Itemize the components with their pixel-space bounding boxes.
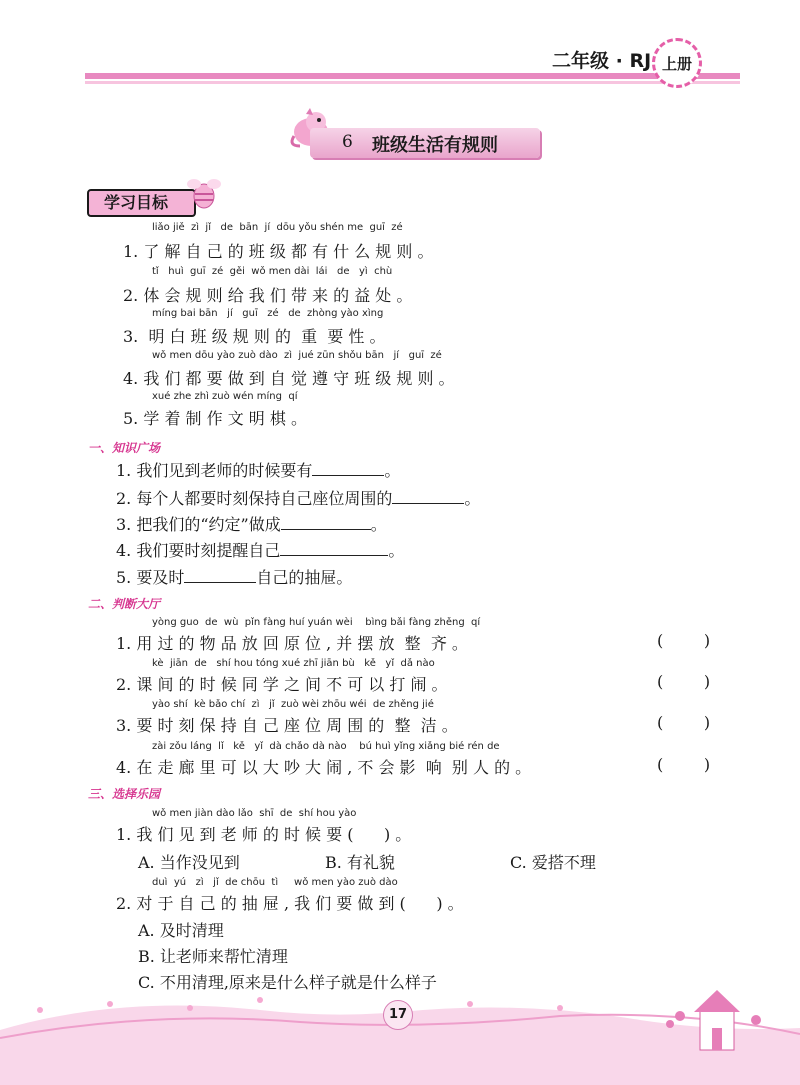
judge-item: 4. 在 走 廊 里 可 以 大 吵 大 闹 , 不 会 影 响 别 人 的 。 <box>116 758 532 777</box>
choice-pinyin: duì yú zì jǐ de chōu tì wǒ men yào zuò dào <box>152 877 398 888</box>
question-text: 4. 我们要时刻提醒自己 <box>116 541 281 560</box>
choice-question: 2. 对 于 自 己 的 抽 屉 , 我 们 要 做 到 ( ) 。 <box>116 894 464 913</box>
answer-blank[interactable] <box>280 541 388 556</box>
question-text-end: 。 <box>464 489 481 508</box>
question-text: 2. 每个人都要时刻保持自己座位周围的 <box>116 489 393 508</box>
choice-option[interactable]: B. 让老师来帮忙清理 <box>138 947 288 966</box>
section-heading: 一、知识广场 <box>88 441 161 455</box>
judge-item: 3. 要 时 刻 保 持 自 己 座 位 周 围 的 整 洁 。 <box>116 716 458 735</box>
header-band-light <box>85 81 740 84</box>
goal-pinyin: tǐ huì guī zé gěi wǒ men dài lái de yì chù <box>152 266 393 277</box>
lesson-number: 6 <box>342 132 353 152</box>
judge-pinyin: yòng guo de wù pǐn fàng huí yuán wèi bìng bǎi fàng zhěng qí <box>152 617 481 628</box>
grade-label: 二年级 · RJ <box>552 50 652 72</box>
answer-parentheses[interactable]: ( ) <box>657 631 711 650</box>
answer-parentheses[interactable]: ( ) <box>657 672 711 691</box>
answer-blank[interactable] <box>392 489 464 504</box>
choice-option[interactable]: A. 当作没见到 <box>138 853 240 872</box>
fill-blank-item <box>116 486 480 509</box>
question-text: 1. 我们见到老师的时候要有 <box>116 461 313 480</box>
bee-icon <box>186 172 222 212</box>
choice-option[interactable]: C. 爱搭不理 <box>510 853 596 872</box>
judge-item: 1. 用 过 的 物 品 放 回 原 位 , 并 摆 放 整 齐 。 <box>116 634 468 653</box>
fill-blank-item <box>116 458 400 481</box>
choice-option[interactable]: B. 有礼貌 <box>325 853 395 872</box>
judge-pinyin: zài zǒu láng lǐ kě yǐ dà chǎo dà nào bú huì yǐng xiǎng bié rén de <box>152 741 500 752</box>
goal-item: 2. 体 会 规 则 给 我 们 带 来 的 益 处 。 <box>123 286 413 305</box>
page-number: 17 <box>383 1000 413 1030</box>
house-icon <box>694 990 740 1050</box>
question-text-end: 。 <box>370 515 387 534</box>
goal-item: 5. 学 着 制 作 文 明 棋 。 <box>123 409 307 428</box>
goal-pinyin: liǎo jiě zì jǐ de bān jí dōu yǒu shén me guī zé <box>152 222 403 233</box>
question-text: 3. 把我们的“约定”做成 <box>116 515 281 534</box>
fill-blank-item <box>116 538 404 561</box>
judge-item: 2. 课 间 的 时 候 同 学 之 间 不 可 以 打 闹 。 <box>116 675 448 694</box>
goal-item: 1. 了 解 自 己 的 班 级 都 有 什 么 规 则 。 <box>123 242 434 261</box>
section-heading: 三、选择乐园 <box>88 787 161 801</box>
question-text-end: 自己的抽屉。 <box>256 568 353 587</box>
question-text-end: 。 <box>388 541 405 560</box>
goal-pinyin: xué zhe zhì zuò wén míng qí <box>152 391 298 402</box>
fill-blank-item <box>116 565 352 588</box>
answer-blank[interactable] <box>281 515 371 530</box>
goal-item: 3. 明 白 班 级 规 则 的 重 要 性 。 <box>123 327 386 346</box>
section-heading: 二、判断大厅 <box>88 597 161 611</box>
judge-pinyin: kè jiān de shí hou tóng xué zhī jiān bù kě yǐ dǎ nào <box>152 658 435 669</box>
answer-parentheses[interactable]: ( ) <box>657 755 711 774</box>
choice-option[interactable]: C. 不用清理,原来是什么样子就是什么样子 <box>138 973 437 992</box>
answer-blank[interactable] <box>312 461 384 476</box>
question-text-end: 。 <box>384 461 401 480</box>
goal-pinyin: míng bai bān jí guī zé de zhòng yào xìng <box>152 308 384 319</box>
choice-question: 1. 我 们 见 到 老 师 的 时 候 要 ( ) 。 <box>116 825 412 844</box>
goal-item: 4. 我 们 都 要 做 到 自 觉 遵 守 班 级 规 则 。 <box>123 369 455 388</box>
header-band <box>85 73 740 79</box>
choice-option[interactable]: A. 及时清理 <box>138 921 224 940</box>
question-text: 5. 要及时 <box>116 568 185 587</box>
judge-pinyin: yào shí kè bǎo chí zì jǐ zuò wèi zhōu wéi de zhěng jié <box>152 699 434 710</box>
answer-parentheses[interactable]: ( ) <box>657 713 711 732</box>
goals-heading: 学习目标 <box>104 193 169 212</box>
lesson-title: 班级生活有规则 <box>372 135 498 156</box>
volume-label: 上册 <box>661 54 692 73</box>
fill-blank-item <box>116 512 387 535</box>
volume-badge <box>652 38 702 88</box>
answer-blank[interactable] <box>184 568 256 583</box>
choice-pinyin: wǒ men jiàn dào lǎo shī de shí hou yào <box>152 808 357 819</box>
goal-pinyin: wǒ men dōu yào zuò dào zì jué zūn shǒu bān jí guī zé <box>152 350 442 361</box>
